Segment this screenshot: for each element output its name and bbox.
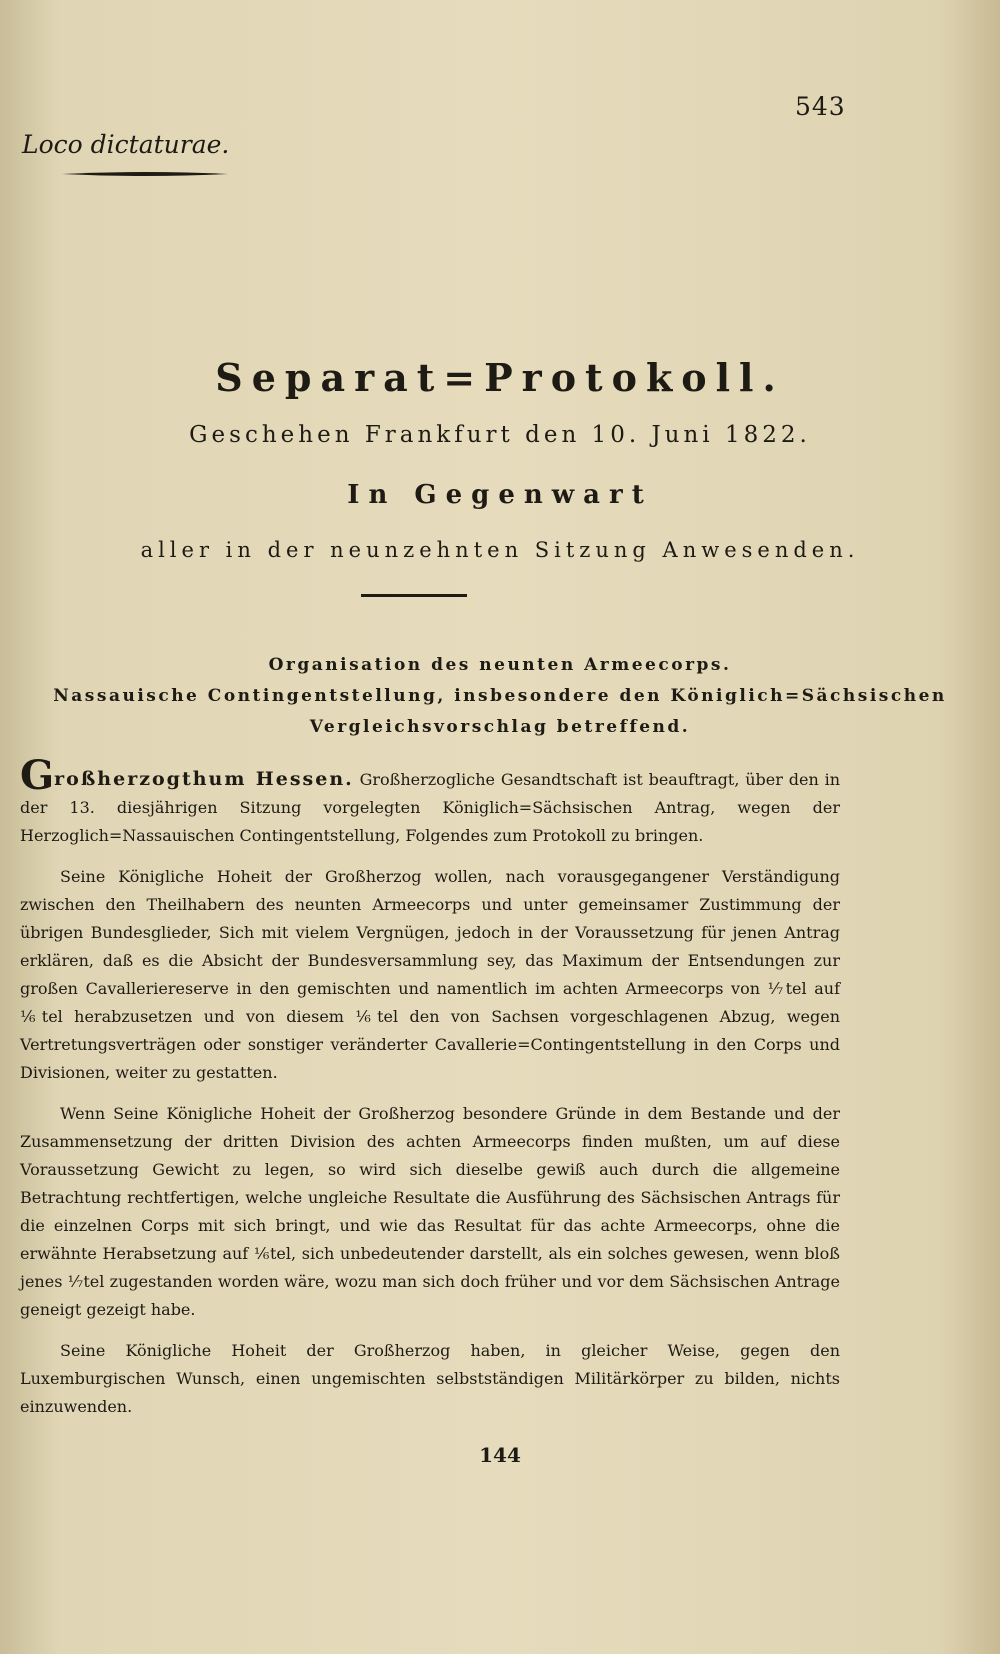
page-number: 543 xyxy=(795,92,846,121)
section-divider xyxy=(361,594,467,597)
body-text xyxy=(20,752,840,1434)
topic-heading xyxy=(15,650,985,743)
signature-mark: 144 xyxy=(479,1443,521,1467)
marginal-note: Loco dictaturae. xyxy=(22,130,230,159)
paragraph: Seine Königliche Hoheit der Großherzog wollen, nach vorausgegangener Verständigung zwischen den Theilhabern des neunten Armeecorps und unter gemeinsamer Zustimmung der übrigen Bundesglieder, Sich mit vielem Vergnügen, jedoch in der Voraussetzung für jenen Antrag erklären, daß es die Absicht der Bundesversammlung sey, das Maximum der Entsendungen zur großen Cavalleriereserve in den gemischten und namentlich im achten Armeecorps von ⅐tel auf ⅙tel herabzusetzen und von diesem ⅙tel den von Sachsen vorgeschlagenen Abzug, wegen Vertretungsverträgen oder sonstiger veränderter Cavallerie=Contingentstellung in den Corps und Divisionen, weiter zu gestatten. xyxy=(20,867,840,1082)
marginal-rule xyxy=(62,171,228,177)
topic-line: Organisation des neunten Armeecorps. xyxy=(268,655,732,675)
presence-heading: In Gegenwart xyxy=(347,480,653,510)
topic-line: Vergleichsvorschlag betreffend. xyxy=(309,717,691,737)
document-subtitle: Geschehen Frankfurt den 10. Juni 1822. xyxy=(189,422,811,448)
lead-heading: roßherzogthum Hessen. xyxy=(54,768,354,790)
initial-letter: G xyxy=(20,752,55,799)
paragraph-text: Großherzogliche Gesandtschaft ist beauftragt, über den in der 13. diesjährigen Sitzung vorgelegten Königlich=Sächsischen Antrag, wegen der Herzoglich=Nassauischen Contingentstellung, Folgendes zum Protokoll zu bringen. xyxy=(20,770,840,845)
paragraph: Wenn Seine Königliche Hoheit der Großherzog besondere Gründe in dem Bestande und der Zusammensetzung der dritten Division des achten Armeecorps finden mußten, um auf diese Voraussetzung Gewicht zu legen, so wird sich dieselbe gewiß auch durch die allgemeine Betrachtung rechtfertigen, welche ungleiche Resultate die Ausführung des Sächsischen Antrags für die einzelnen Corps mit sich bringt, und wie das Resultat für das achte Armeecorps, ohne die erwähnte Herabsetzung auf ⅙tel, sich unbedeutender darstellt, als ein solches gewesen, wenn bloß jenes ⅐tel zugestanden worden wäre, wozu man sich doch früher und vor dem Sächsischen Antrage geneigt gezeigt habe. xyxy=(20,1104,840,1319)
paragraph xyxy=(20,752,840,850)
topic-line: Nassauische Contingentstellung, insbesondere den Königlich=Sächsischen xyxy=(53,686,947,706)
paragraph: Seine Königliche Hoheit der Großherzog haben, in gleicher Weise, gegen den Luxemburgischen Wunsch, einen ungemischten selbstständigen Militärkörper zu bilden, nichts einzuwenden. xyxy=(20,1341,840,1416)
document-title: Separat=Protokoll. xyxy=(215,355,785,400)
attendees-line: aller in der neunzehnten Sitzung Anwesenden. xyxy=(140,538,860,562)
